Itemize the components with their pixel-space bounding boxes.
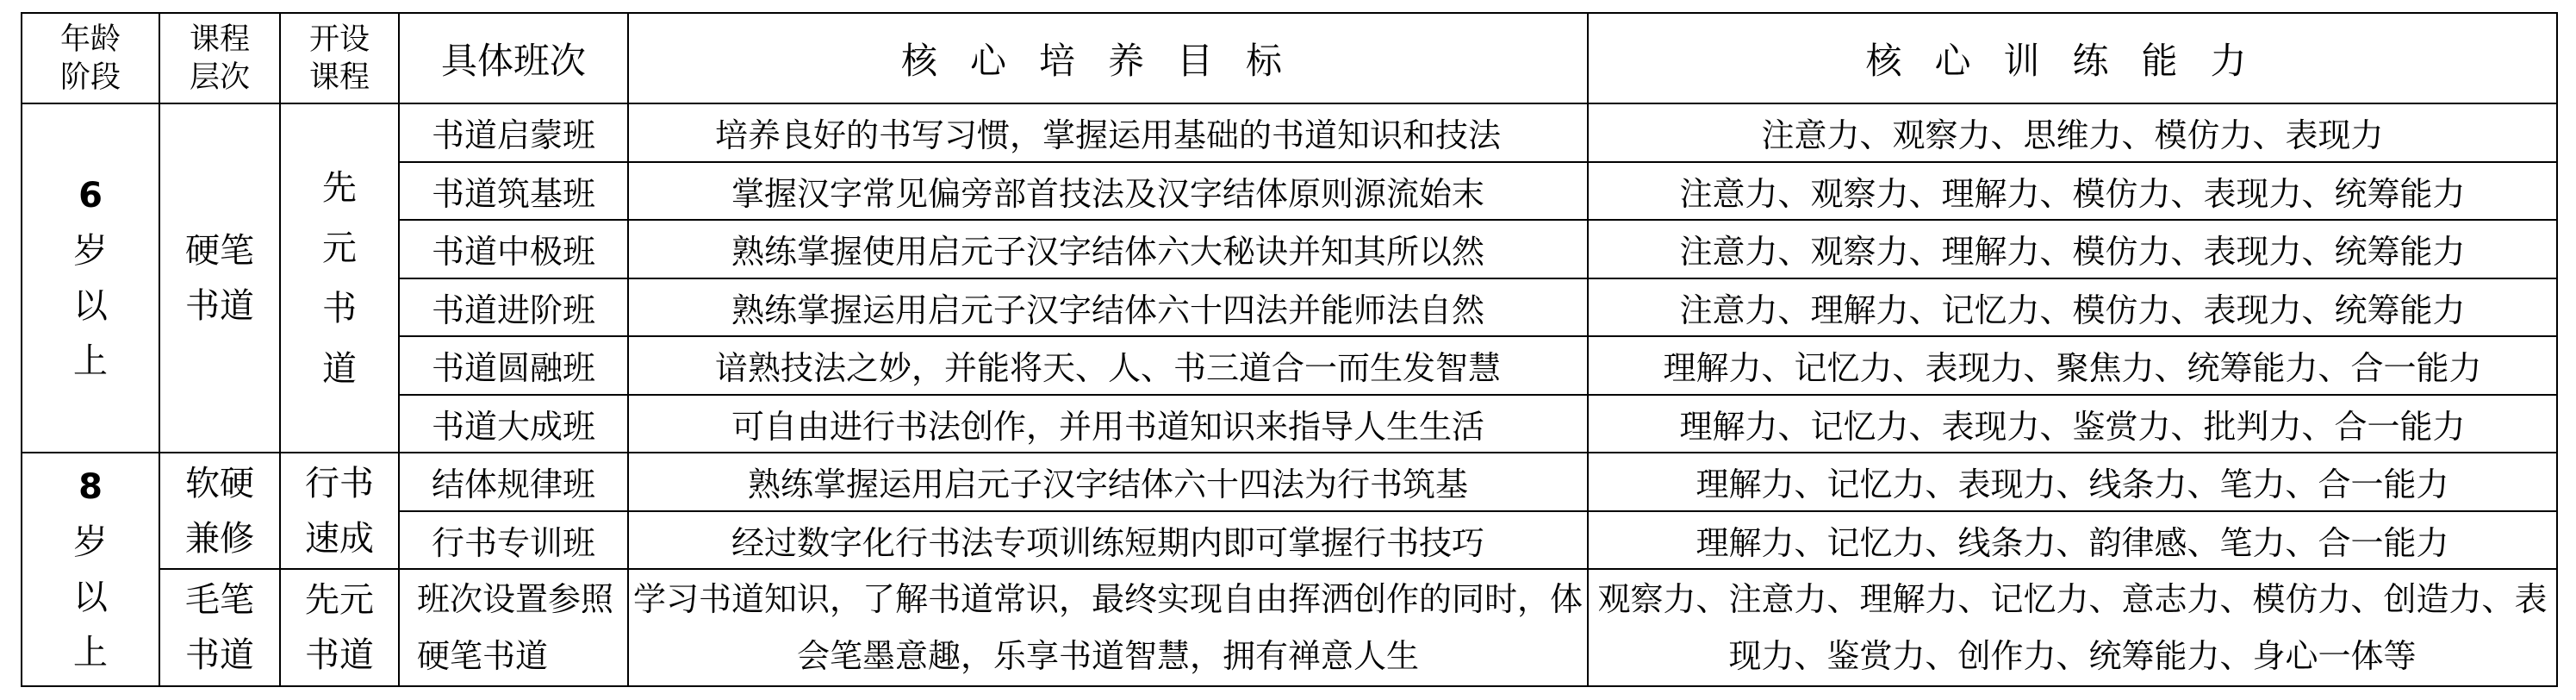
table-row — [22, 395, 2557, 453]
table-row — [22, 220, 2557, 278]
ability-cell: 注意力、理解力、记忆力、模仿力、表现力、统筹能力 — [1588, 278, 2557, 337]
class-name-cell: 书道圆融班 — [399, 336, 628, 395]
header-course-level: 课程 层次 — [159, 13, 280, 103]
table-row — [22, 162, 2557, 221]
course-cell-xianyuan-brush: 先元 书道 — [280, 569, 399, 686]
class-name-cell: 班次设置参照硬笔书道 — [399, 569, 628, 686]
table-row — [22, 278, 2557, 337]
class-name-cell: 书道进阶班 — [399, 278, 628, 337]
ability-cell: 注意力、观察力、理解力、模仿力、表现力、统筹能力 — [1588, 220, 2557, 278]
class-name-cell: 结体规律班 — [399, 453, 628, 511]
goal-cell: 掌握汉字常见偏旁部首技法及汉字结体原则源流始末 — [628, 162, 1588, 221]
age-cell-8: 8 岁 以 上 — [22, 453, 159, 686]
header-row — [22, 13, 2557, 103]
ability-cell: 注意力、观察力、理解力、模仿力、表现力、统筹能力 — [1588, 162, 2557, 221]
course-table-wrapper — [21, 12, 2558, 687]
goal-cell: 可自由进行书法创作，并用书道知识来指导人生生活 — [628, 395, 1588, 453]
goal-cell: 学习书道知识，了解书道常识，最终实现自由挥洒创作的同时，体会笔墨意趣，乐享书道智慧，拥有禅意人生 — [628, 569, 1588, 686]
class-name-cell: 书道大成班 — [399, 395, 628, 453]
ability-cell: 观察力、注意力、理解力、记忆力、意志力、模仿力、创造力、表现力、鉴赏力、创作力、统筹能力、身心一体等 — [1588, 569, 2557, 686]
goal-cell: 培养良好的书写习惯，掌握运用基础的书道知识和技法 — [628, 103, 1588, 162]
course-cell-xianyuan: 先 元 书 道 — [280, 103, 399, 453]
level-cell-hard-pen: 硬笔 书道 — [159, 103, 280, 453]
header-age-stage: 年龄 阶段 — [22, 13, 159, 103]
goal-cell: 谙熟技法之妙，并能将天、人、书三道合一而生发智慧 — [628, 336, 1588, 395]
ability-cell: 理解力、记忆力、表现力、线条力、笔力、合一能力 — [1588, 453, 2557, 511]
table-row — [22, 336, 2557, 395]
age-cell-6: 6 岁 以 上 — [22, 103, 159, 453]
goal-cell: 熟练掌握运用启元子汉字结体六十四法为行书筑基 — [628, 453, 1588, 511]
course-cell-running-script: 行书 速成 — [280, 453, 399, 569]
level-cell-brush: 毛笔 书道 — [159, 569, 280, 686]
table-row — [22, 569, 2557, 686]
goal-cell: 经过数字化行书法专项训练短期内即可掌握行书技巧 — [628, 511, 1588, 570]
table-row — [22, 511, 2557, 570]
header-class-name: 具体班次 — [399, 13, 628, 103]
ability-cell: 理解力、记忆力、表现力、鉴赏力、批判力、合一能力 — [1588, 395, 2557, 453]
header-core-goal: 核心培养目标 — [628, 13, 1588, 103]
table-row — [22, 103, 2557, 162]
class-name-cell: 书道筑基班 — [399, 162, 628, 221]
header-core-ability: 核心训练能力 — [1588, 13, 2557, 103]
table-row — [22, 453, 2557, 511]
goal-cell: 熟练掌握运用启元子汉字结体六十四法并能师法自然 — [628, 278, 1588, 337]
class-name-cell: 书道启蒙班 — [399, 103, 628, 162]
ability-cell: 理解力、记忆力、表现力、聚焦力、统筹能力、合一能力 — [1588, 336, 2557, 395]
ability-cell: 注意力、观察力、思维力、模仿力、表现力 — [1588, 103, 2557, 162]
level-cell-soft-hard: 软硬 兼修 — [159, 453, 280, 569]
class-name-cell: 行书专训班 — [399, 511, 628, 570]
header-course-offered: 开设 课程 — [280, 13, 399, 103]
goal-cell: 熟练掌握使用启元子汉字结体六大秘诀并知其所以然 — [628, 220, 1588, 278]
ability-cell: 理解力、记忆力、线条力、韵律感、笔力、合一能力 — [1588, 511, 2557, 570]
class-name-cell: 书道中极班 — [399, 220, 628, 278]
course-table — [21, 12, 2558, 687]
